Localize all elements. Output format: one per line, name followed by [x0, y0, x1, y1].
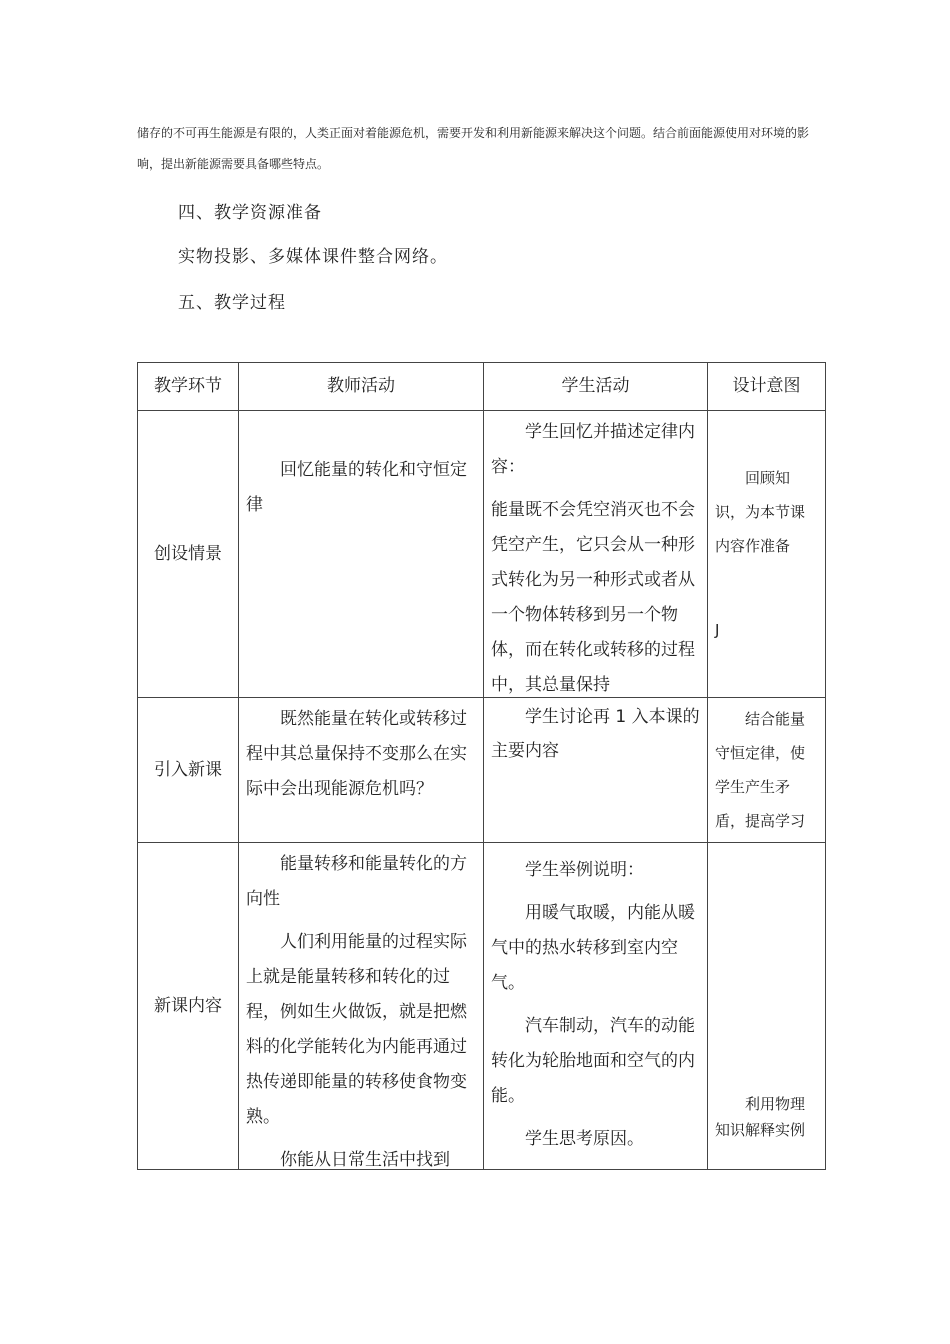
stage-cell: 引入新课 — [138, 698, 239, 843]
design-text: 结合能量守恒定律，使学生产生矛盾，提高学习 — [715, 710, 806, 830]
design-cell — [708, 411, 826, 698]
student-text: 学生思考原因。 — [525, 1129, 644, 1149]
stage-cell: 创设情景 — [138, 411, 239, 698]
resources-text: 实物投影、多媒体课件整合网络。 — [178, 247, 448, 267]
student-cell — [484, 698, 708, 843]
table-row — [138, 411, 826, 698]
student-cell — [484, 411, 708, 698]
student-text: 汽车制动，汽车的动能转化为轮胎地面和空气的内能。 — [491, 1016, 695, 1106]
teaching-process-table — [137, 362, 826, 1170]
design-text: 利用物理 — [745, 1095, 806, 1113]
table-header-row — [138, 363, 826, 411]
design-text: 知识解释实例 — [715, 1121, 806, 1139]
stage-cell: 新课内容 — [138, 843, 239, 1170]
student-text: 学生讨论再 1 入本课的 — [525, 707, 700, 727]
student-text: 学生举例说明： — [525, 860, 644, 880]
student-text: 能量既不会凭空消灭也不会凭空产生，它只会从一种形式转化为另一种形式或者从一个物体转移到另一个物体，而在转化或转移的过程中，其总量保持 — [491, 500, 695, 695]
student-text: 主要内容 — [491, 741, 559, 761]
header-teacher-activity: 教师活动 — [239, 363, 484, 411]
header-student-activity: 学生活动 — [484, 363, 708, 411]
design-cell — [708, 698, 826, 843]
section-heading-process: 五、教学过程 — [178, 293, 286, 313]
design-text: J — [715, 621, 720, 639]
student-cell — [484, 843, 708, 1170]
teacher-cell — [239, 698, 484, 843]
teacher-text: 能量转移和能量转化的方向性 — [246, 854, 467, 909]
table-row — [138, 698, 826, 843]
teacher-text: 回忆能量的转化和守恒定律 — [246, 460, 467, 515]
design-cell — [708, 843, 826, 1170]
header-stage: 教学环节 — [138, 363, 239, 411]
teacher-text: 你能从日常生活中找到 — [280, 1150, 450, 1169]
student-text: 用暖气取暖，内能从暖气中的热水转移到室内空气。 — [491, 903, 695, 993]
table-row — [138, 843, 826, 1170]
teacher-cell — [239, 843, 484, 1170]
design-text: 回顾知识，为本节课内容作准备 — [715, 469, 806, 555]
student-text: 学生回忆并描述定律内容： — [491, 422, 695, 477]
teacher-cell — [239, 411, 484, 698]
teacher-text: 既然能量在转化或转移过程中其总量保持不变那么在实际中会出现能源危机吗？ — [246, 709, 467, 799]
header-design-intent: 设计意图 — [708, 363, 826, 411]
intro-paragraph: 储存的不可再生能源是有限的，人类正面对着能源危机，需要开发和利用新能源来解决这个问题。结合前面能源使用对环境的影响，提出新能源需要具备哪些特点。 — [137, 126, 810, 171]
section-heading-resources: 四、教学资源准备 — [178, 203, 322, 223]
teacher-text: 人们利用能量的过程实际上就是能量转移和转化的过程，例如生火做饭，就是把燃料的化学能转化为内能再通过热传递即能量的转移使食物变熟。 — [246, 932, 467, 1127]
